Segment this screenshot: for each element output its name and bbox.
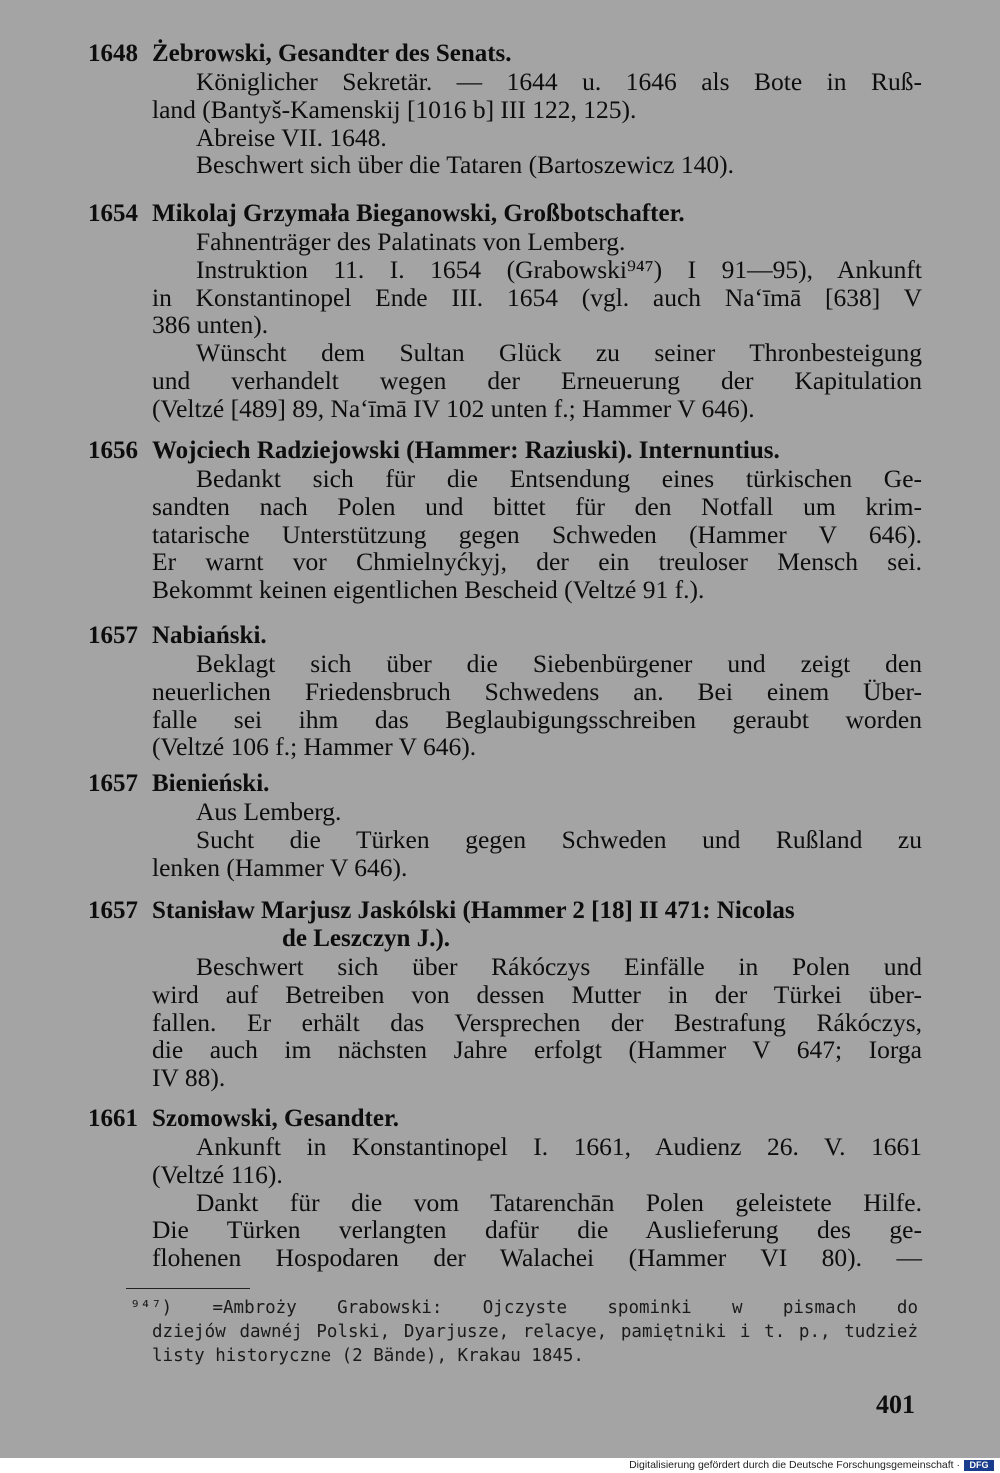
entry-year: 1657 [88, 622, 138, 649]
body-line: (Veltzé 116). [152, 1159, 283, 1189]
entry-year: 1661 [88, 1105, 138, 1132]
body-line: Ankunft in Konstantinopel I. 1661, Audienz 26. V. 1661 [196, 1132, 922, 1161]
body-line: (Veltzé 106 f.; Hammer V 646). [152, 732, 477, 762]
footnote-line: dziejów dawnéj Polski, Dyarjusze, relacye, pamiętniki i t. p., tudzież [152, 1322, 918, 1342]
entry-body [152, 650, 922, 761]
body-line: die auch im nächsten Jahre erfolgt (Hammer V 647; Iorga [152, 1035, 922, 1065]
body-line: Beschwert sich über Rákóczys Einfälle in Polen und [196, 952, 922, 981]
body-line: Bedankt sich für die Entsendung eines türkischen Ge- [196, 464, 922, 493]
entry-body [152, 228, 922, 423]
entry-name: Żebrowski, Gesandter des Senats. [152, 40, 512, 67]
entry-name: Szomowski, Gesandter. [152, 1105, 400, 1132]
body-line: sandten nach Polen und bittet für den Notfall um krim- [152, 491, 922, 521]
body-line: Beschwert sich über die Tataren (Bartoszewicz 140). [196, 150, 734, 180]
footnote-rule [126, 1288, 250, 1289]
entry-heading [88, 1105, 923, 1133]
body-line: flohenen Hospodaren der Walachei (Hammer VI 80). — [152, 1243, 922, 1273]
entry-year: 1656 [88, 437, 138, 464]
entry-year: 1654 [88, 200, 138, 227]
body-line: Aus Lemberg. [196, 797, 342, 826]
body-line: neuerlichen Friedensbruch Schwedens an. Bei einem Über- [152, 676, 922, 706]
body-line: fallen. Er erhält das Versprechen der Bestrafung Rákóczys, [152, 1007, 922, 1037]
body-line: Wünscht dem Sultan Glück zu seiner Thronbesteigung [196, 338, 922, 368]
body-line: Dankt für die vom Tatarenchān Polen geleistete Hilfe. [196, 1187, 922, 1217]
body-line: und verhandelt wegen der Erneuerung der Kapitulation [152, 365, 922, 395]
entry-name: Nabiański. [152, 622, 267, 649]
entry-name-continued: de Leszczyn J.). [282, 925, 451, 952]
footnote-line: listy historyczne (2 Bände), Krakau 1845. [152, 1346, 584, 1366]
entry-heading [88, 897, 923, 925]
entry-body [152, 68, 922, 179]
entry-body [152, 465, 922, 604]
entry-name: Bieniеński. [152, 770, 270, 797]
dfg-logo: DFG [964, 1460, 994, 1471]
body-line: Beklagt sich über die Siebenbürgener und zeigt den [196, 649, 922, 678]
body-line: falle sei ihm das Beglaubigungsschreiben geraubt worden [152, 704, 922, 734]
digitization-footer [0, 1458, 1000, 1473]
entry-body [152, 953, 922, 1092]
entry-name: Mikolaj Grzymała Bieganowski, Großbotschafter. [152, 200, 685, 227]
footnote [130, 1296, 918, 1368]
body-line: Sucht die Türken gegen Schweden und Rußland zu [196, 824, 922, 854]
entry-heading [88, 40, 923, 68]
entry-heading [88, 770, 923, 798]
entry-year: 1657 [88, 897, 138, 924]
entry-heading [88, 200, 923, 228]
entry-body [152, 798, 922, 881]
entry-year: 1648 [88, 40, 138, 67]
body-line: in Konstantinopel Ende III. 1654 (vgl. auch Na‘īmā [638] V [152, 282, 922, 312]
body-line: IV 88). [152, 1063, 226, 1093]
entry-body [152, 1133, 922, 1272]
body-line: Er warnt vor Chmielnyćkyj, der ein treuloser Mensch sei. [152, 547, 922, 577]
footnote-line: ⁹⁴⁷) =Ambroży Grabowski: Ojczyste spominki w pismach do [130, 1298, 918, 1318]
body-line: Königlicher Sekretär. — 1644 u. 1646 als Bote in Ruß- [196, 67, 922, 96]
entry-name: Wojciech Radziejowski (Hammer: Raziuski). Internuntius. [152, 437, 780, 464]
body-line: (Veltzé [489] 89, Na‘īmā IV 102 unten f.; Hammer V 646). [152, 393, 755, 423]
entry-year: 1657 [88, 770, 138, 797]
entry-heading [88, 622, 923, 650]
entry-heading [88, 437, 923, 465]
body-line: 386 unten). [152, 310, 269, 340]
body-line: Bekommt keinen eigentlichen Bescheid (Veltzé 91 f.). [152, 575, 705, 605]
body-line: lenken (Hammer V 646). [152, 852, 408, 882]
body-line: land (Bantyš-Kamenskij [1016 b] III 122, 125). [152, 94, 637, 124]
body-line: wird auf Betreiben von dessen Mutter in der Türkei über- [152, 979, 922, 1009]
body-line: Abreise VII. 1648. [196, 122, 387, 152]
body-line: Fahnenträger des Palatinats von Lemberg. [196, 227, 626, 256]
footer-text: Digitalisierung gefördert durch die Deutsche Forschungsgemeinschaft · [629, 1459, 960, 1471]
body-line: tatarische Unterstützung gegen Schweden (Hammer V 646). [152, 519, 922, 549]
body-line: Instruktion 11. I. 1654 (Grabowski⁹⁴⁷) I 91—95), Ankunft [196, 254, 922, 284]
body-line: Die Türken verlangten dafür die Auslieferung des ge- [152, 1215, 922, 1245]
entry-name: Stanisław Marjusz Jaskólski (Hammer 2 [18] II 471: Nicolas [152, 897, 795, 924]
page-number: 401 [876, 1390, 915, 1419]
